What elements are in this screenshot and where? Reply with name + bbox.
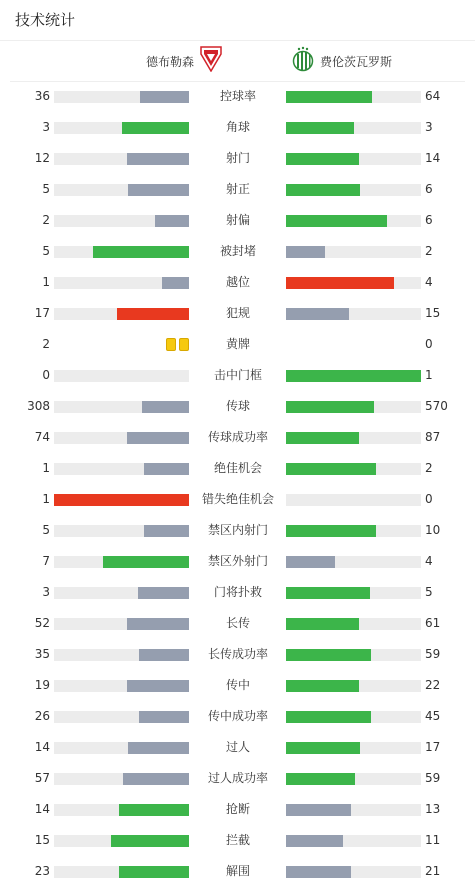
- away-bar-fill: [286, 773, 355, 785]
- away-bar-fill: [286, 401, 374, 413]
- home-bar-track: [54, 91, 189, 103]
- home-bar-track: [54, 215, 189, 227]
- stat-label: 过人: [225, 740, 250, 754]
- teams-header: [10, 41, 465, 81]
- home-team[interactable]: [146, 41, 222, 81]
- away-stat-value: 4: [425, 554, 433, 568]
- stat-label: 长传成功率: [207, 647, 268, 661]
- stat-label: 传球成功率: [207, 430, 268, 444]
- home-stat-value: 1: [42, 275, 50, 289]
- home-stat-value: 26: [34, 709, 50, 723]
- away-stat-value: 6: [425, 213, 433, 227]
- away-bar-track: [286, 866, 421, 878]
- away-bar-track: [286, 91, 421, 103]
- home-bar-track: [54, 773, 189, 785]
- away-bar-track: [286, 618, 421, 630]
- home-bar-track: [54, 742, 189, 754]
- home-stat-value: 14: [34, 802, 50, 816]
- away-bar-fill: [286, 711, 371, 723]
- away-stat-value: 87: [425, 430, 441, 444]
- home-bar-track: [54, 711, 189, 723]
- away-team-logo: [292, 46, 314, 76]
- home-bar-fill: [127, 680, 189, 692]
- stat-row: [0, 143, 475, 174]
- stat-row: [0, 422, 475, 453]
- home-stat-value: 35: [34, 647, 50, 661]
- home-bar-fill: [123, 773, 189, 785]
- away-bar-fill: [286, 308, 349, 320]
- away-bar-fill: [286, 835, 343, 847]
- home-stat-value: 36: [34, 89, 50, 103]
- home-stat-value: 19: [34, 678, 50, 692]
- home-bar-fill: [144, 525, 189, 537]
- stat-label: 长传: [225, 616, 250, 630]
- stat-label: 传中成功率: [207, 709, 268, 723]
- stat-label: 抢断: [225, 802, 250, 816]
- home-stat-value: 3: [42, 120, 50, 134]
- stat-label: 传球: [225, 399, 250, 413]
- home-bar-track: [54, 122, 189, 134]
- away-bar-track: [286, 835, 421, 847]
- home-stat-value: 15: [34, 833, 50, 847]
- home-bar-track: [54, 618, 189, 630]
- home-stat-value: 2: [42, 337, 50, 351]
- stat-row: [0, 205, 475, 236]
- home-bar-track: [54, 587, 189, 599]
- stat-row: [0, 391, 475, 422]
- stat-label: 被封堵: [219, 244, 256, 258]
- home-stat-value: 17: [34, 306, 50, 320]
- home-bar-track: [54, 153, 189, 165]
- home-bar-fill: [139, 649, 189, 661]
- away-bar-track: [286, 184, 421, 196]
- page-title: 技术统计: [15, 11, 76, 29]
- home-stat-value: 14: [34, 740, 50, 754]
- away-stat-value: 14: [425, 151, 441, 165]
- home-bar-fill: [162, 277, 189, 289]
- away-stat-value: 3: [425, 120, 433, 134]
- home-stat-value: 52: [34, 616, 50, 630]
- stat-label: 击中门框: [213, 368, 262, 382]
- stat-row: [0, 267, 475, 298]
- stat-label: 射偏: [225, 213, 250, 227]
- stat-label: 过人成功率: [207, 771, 268, 785]
- away-bar-fill: [286, 618, 359, 630]
- home-bar-track: [54, 401, 189, 413]
- home-bar-fill: [128, 184, 189, 196]
- away-stat-value: 59: [425, 647, 441, 661]
- home-bar-fill: [122, 122, 190, 134]
- away-bar-track: [286, 370, 421, 382]
- stat-label: 绝佳机会: [213, 461, 262, 475]
- home-stat-value: 12: [34, 151, 50, 165]
- away-stat-value: 5: [425, 585, 433, 599]
- home-bar-fill: [93, 246, 189, 258]
- stat-row: [0, 670, 475, 701]
- away-stat-value: 0: [425, 492, 433, 506]
- stat-label: 门将扑救: [213, 585, 262, 599]
- home-stat-value: 7: [42, 554, 50, 568]
- home-bar-fill: [139, 711, 189, 723]
- stat-row: [0, 701, 475, 732]
- away-bar-track: [286, 463, 421, 475]
- away-bar-fill: [286, 122, 354, 134]
- away-bar-fill: [286, 680, 359, 692]
- home-bar-fill: [119, 866, 189, 878]
- away-stat-value: 61: [425, 616, 441, 630]
- stat-label: 传中: [225, 678, 250, 692]
- home-stat-value: 5: [42, 182, 50, 196]
- away-bar-track: [286, 401, 421, 413]
- away-bar-fill: [286, 556, 335, 568]
- away-stat-value: 59: [425, 771, 441, 785]
- away-stat-value: 1: [425, 368, 433, 382]
- stat-row: [0, 329, 475, 360]
- home-stat-value: 3: [42, 585, 50, 599]
- yellow-card-icon: [179, 338, 189, 351]
- stat-label: 禁区内射门: [207, 523, 268, 537]
- away-bar-track: [286, 773, 421, 785]
- home-stat-value: 57: [34, 771, 50, 785]
- away-bar-track: [286, 525, 421, 537]
- stat-label: 越位: [225, 275, 250, 289]
- stat-row: [0, 546, 475, 577]
- home-bar-track: [54, 184, 189, 196]
- stat-label: 控球率: [219, 89, 256, 103]
- home-bar-fill: [138, 587, 189, 599]
- away-bar-track: [286, 308, 421, 320]
- away-stat-value: 64: [425, 89, 441, 103]
- away-bar-track: [286, 587, 421, 599]
- stat-row: [0, 639, 475, 670]
- home-bar-fill: [142, 401, 189, 413]
- away-bar-fill: [286, 649, 371, 661]
- stat-label: 犯规: [225, 306, 250, 320]
- yellow-card-icon: [166, 338, 176, 351]
- home-bar-fill: [127, 618, 189, 630]
- away-bar-track: [286, 246, 421, 258]
- away-bar-track: [286, 804, 421, 816]
- stat-row: [0, 236, 475, 267]
- away-bar-fill: [286, 91, 372, 103]
- stat-row: [0, 515, 475, 546]
- home-stat-value: 0: [42, 368, 50, 382]
- stat-label: 禁区外射门: [207, 554, 268, 568]
- away-stat-value: 10: [425, 523, 441, 537]
- home-bar-fill: [111, 835, 189, 847]
- away-stat-value: 2: [425, 244, 433, 258]
- stats-list: [0, 81, 475, 887]
- away-stat-value: 4: [425, 275, 433, 289]
- away-bar-fill: [286, 525, 376, 537]
- away-stat-value: 6: [425, 182, 433, 196]
- stat-row: [0, 763, 475, 794]
- stat-row: [0, 81, 475, 112]
- home-bar-fill: [103, 556, 189, 568]
- away-stat-value: 15: [425, 306, 441, 320]
- home-stat-value: 23: [34, 864, 50, 878]
- away-bar-track: [286, 556, 421, 568]
- stat-row: [0, 112, 475, 143]
- home-stat-value: 1: [42, 492, 50, 506]
- home-bar-track: [54, 370, 189, 382]
- home-bar-fill: [128, 742, 189, 754]
- stat-row: [0, 484, 475, 515]
- stat-row: [0, 360, 475, 391]
- home-bar-track: [54, 556, 189, 568]
- home-stat-value: 1: [42, 461, 50, 475]
- home-stat-value: 5: [42, 523, 50, 537]
- away-bar-fill: [286, 370, 421, 382]
- away-bar-fill: [286, 215, 387, 227]
- away-team-name: 费伦茨瓦罗斯: [320, 54, 393, 69]
- stat-row: [0, 825, 475, 856]
- stat-label: 射门: [225, 151, 250, 165]
- away-bar-track: [286, 432, 421, 444]
- stat-label: 拦截: [225, 833, 250, 847]
- home-stat-value: 2: [42, 213, 50, 227]
- home-bar-track: [54, 525, 189, 537]
- away-bar-track: [286, 711, 421, 723]
- home-bar-track: [54, 835, 189, 847]
- away-bar-track: [286, 742, 421, 754]
- stat-row: [0, 298, 475, 329]
- home-stat-value: 5: [42, 244, 50, 258]
- away-bar-fill: [286, 587, 370, 599]
- away-bar-track: [286, 494, 421, 506]
- away-bar-fill: [286, 804, 351, 816]
- home-bar-fill: [119, 804, 189, 816]
- away-bar-fill: [286, 432, 359, 444]
- away-stat-value: 22: [425, 678, 441, 692]
- home-team-name: 德布勒森: [145, 54, 194, 69]
- home-team-logo: [200, 46, 222, 76]
- stat-row: [0, 453, 475, 484]
- stat-row: [0, 732, 475, 763]
- home-stat-value: 308: [27, 399, 50, 413]
- away-team[interactable]: [292, 41, 392, 81]
- stat-label: 解围: [225, 864, 250, 878]
- home-bar-track: [54, 649, 189, 661]
- stat-row: [0, 577, 475, 608]
- home-yellow-cards: [166, 338, 189, 351]
- away-bar-track: [286, 122, 421, 134]
- away-bar-fill: [286, 742, 360, 754]
- away-bar-fill: [286, 463, 376, 475]
- away-bar-track: [286, 649, 421, 661]
- home-stat-value: 74: [34, 430, 50, 444]
- stat-row: [0, 856, 475, 887]
- home-bar-track: [54, 277, 189, 289]
- away-bar-fill: [286, 277, 394, 289]
- stat-row: [0, 794, 475, 825]
- home-bar-fill: [127, 153, 189, 165]
- away-bar-fill: [286, 866, 351, 878]
- home-bar-track: [54, 432, 189, 444]
- stat-label: 射正: [225, 182, 250, 196]
- away-bar-track: [286, 215, 421, 227]
- home-bar-fill: [117, 308, 189, 320]
- away-stat-value: 13: [425, 802, 441, 816]
- home-bar-track: [54, 246, 189, 258]
- home-bar-track: [54, 463, 189, 475]
- away-bar-track: [286, 277, 421, 289]
- away-bar-fill: [286, 246, 325, 258]
- away-stat-value: 21: [425, 864, 441, 878]
- home-bar-fill: [127, 432, 189, 444]
- stat-label: 角球: [225, 120, 250, 134]
- home-bar-track: [54, 804, 189, 816]
- away-stat-value: 17: [425, 740, 441, 754]
- home-bar-track: [54, 494, 189, 506]
- home-bar-track: [54, 680, 189, 692]
- away-stat-value: 11: [425, 833, 441, 847]
- home-bar-track: [54, 308, 189, 320]
- away-stat-value: 0: [425, 337, 433, 351]
- away-stat-value: 2: [425, 461, 433, 475]
- stat-label: 黄牌: [225, 337, 250, 351]
- stat-row: [0, 174, 475, 205]
- home-bar-fill: [54, 494, 189, 506]
- home-bar-fill: [140, 91, 189, 103]
- away-stat-value: 570: [425, 399, 448, 413]
- home-bar-fill: [155, 215, 189, 227]
- home-bar-fill: [144, 463, 189, 475]
- stat-label: 错失绝佳机会: [201, 492, 274, 506]
- away-bar-track: [286, 680, 421, 692]
- home-bar-track: [54, 866, 189, 878]
- stat-row: [0, 608, 475, 639]
- away-bar-fill: [286, 153, 359, 165]
- away-bar-fill: [286, 184, 360, 196]
- away-bar-track: [286, 153, 421, 165]
- away-stat-value: 45: [425, 709, 441, 723]
